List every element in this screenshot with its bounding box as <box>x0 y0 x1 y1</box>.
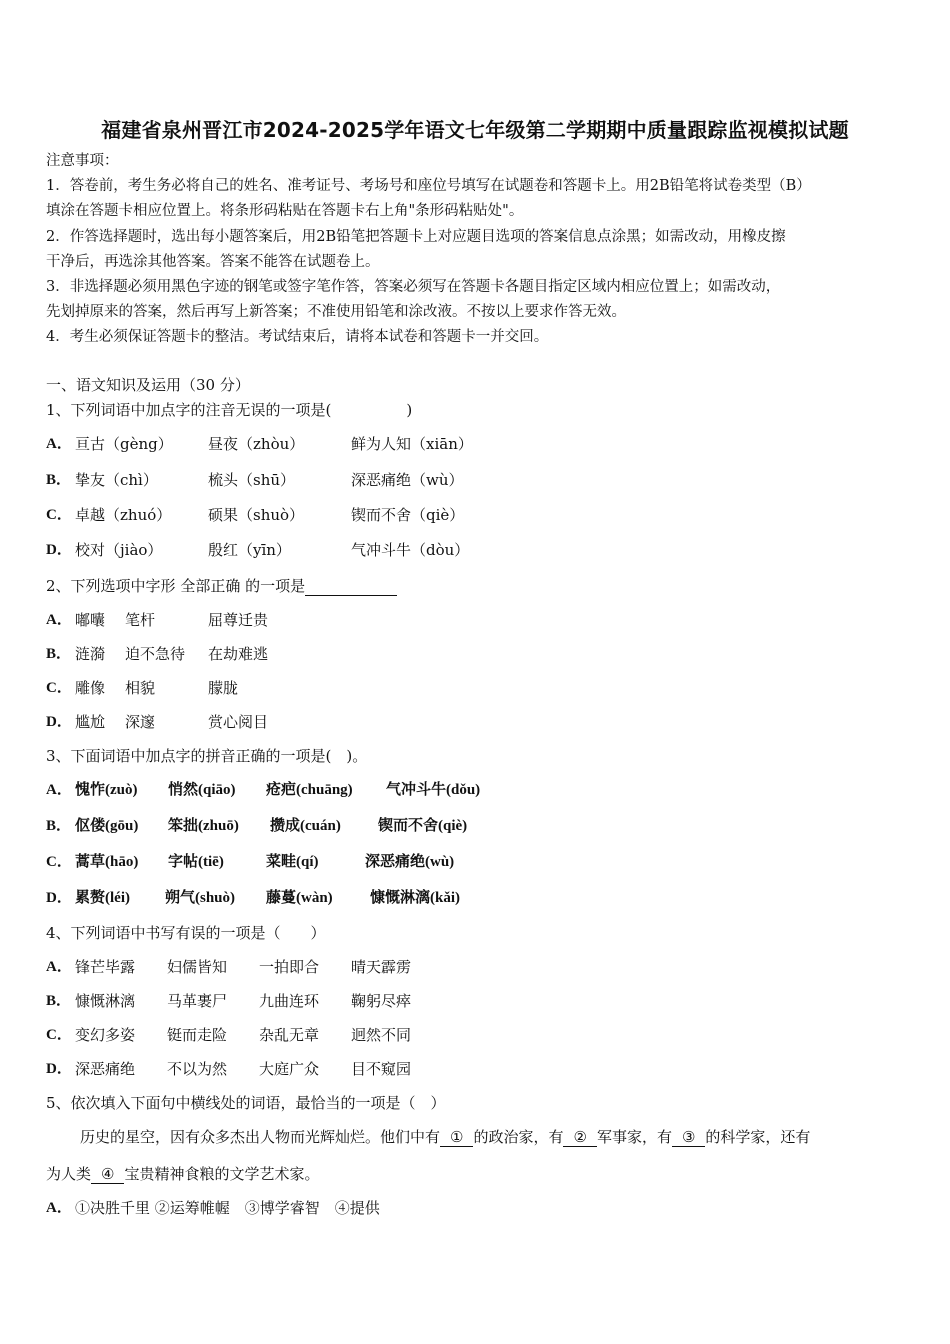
option-label: D． <box>46 890 72 906</box>
notice-line: 4．考生必须保证答题卡的整洁。考试结束后，请将本试卷和答题卡一并交回。 <box>46 329 549 345</box>
option-item: 杂乱无章 <box>259 1026 320 1044</box>
option-item: 赏心阅目 <box>208 713 269 731</box>
option-label: D． <box>46 714 72 730</box>
option-label: A． <box>46 1200 72 1216</box>
option-item: 深恶痛绝(wù) <box>365 854 455 870</box>
option-item: 伛偻(gōu) <box>75 818 139 834</box>
option-item: 深邃 <box>125 713 156 731</box>
option-item: 目不窥园 <box>351 1060 412 1078</box>
option-label: B． <box>46 993 72 1009</box>
passage-text: 历史的星空，因有众多杰出人物而光辉灿烂。他们中有 <box>80 1128 441 1146</box>
option-item: 变幻多姿 <box>75 1026 136 1044</box>
question-4-stem: 4、下列词语中书写有误的一项是（ ） <box>46 924 326 942</box>
option-item: 气冲斗牛(dǒu) <box>386 782 481 798</box>
notice-line: 填涂在答题卡相应位置上。将条形码粘贴在答题卡右上角"条形码粘贴处"。 <box>46 203 524 219</box>
fill-blank-1: ① <box>440 1128 473 1147</box>
option-item: 校对（jiào） <box>75 541 163 559</box>
option-item: 慷慨淋漓(kǎi) <box>370 890 461 906</box>
page-title: 福建省泉州晋江市2024-2025学年语文七年级第二学期期中质量跟踪监视模拟试题 <box>101 118 849 142</box>
option-item: 挚友（chì） <box>75 471 158 489</box>
question-2-stem-part: 2、下列选项中字形 <box>46 577 176 595</box>
option-item: 朔气(shuò) <box>165 890 236 906</box>
passage-text: 军事家，有 <box>596 1128 672 1146</box>
option-item: 字帖(tiē) <box>168 854 224 870</box>
option-item: 亘古（gèng） <box>75 435 173 453</box>
option-item: 朦胧 <box>208 679 239 697</box>
option-label: D． <box>46 1061 72 1077</box>
option-item: 慷慨淋漓 <box>75 992 136 1010</box>
section-heading: 一、语文知识及运用（30 分） <box>46 376 250 394</box>
option-item: 晴天霹雳 <box>351 958 412 976</box>
fill-blank-3: ③ <box>672 1128 705 1147</box>
option-item: 累赘(léi) <box>75 890 130 906</box>
option-item: 嘟囔 <box>75 611 106 629</box>
option-item: 愧怍(zuò) <box>75 782 138 798</box>
option-item: 深恶痛绝（wù） <box>351 471 464 489</box>
option-item: 梳头（shū） <box>208 471 296 489</box>
passage-text: 为人类 <box>46 1165 92 1183</box>
notice-header: 注意事项： <box>46 153 119 169</box>
passage-text: 的政治家，有 <box>473 1128 564 1146</box>
option-item: 尴尬 <box>75 713 106 731</box>
question-5-stem: 5、依次填入下面句中横线处的词语，最恰当的一项是（ ） <box>46 1094 446 1112</box>
option-item: 涟漪 <box>75 645 106 663</box>
option-item: 气冲斗牛（dòu） <box>351 541 470 559</box>
option-label: B． <box>46 646 72 662</box>
option-item: 攒成(cuán) <box>270 818 341 834</box>
option-label: C． <box>46 1027 72 1043</box>
option-item: 锲而不舍(qiè) <box>378 818 468 834</box>
question-5-passage-line <box>46 1164 319 1184</box>
option-label: B． <box>46 472 72 488</box>
option-item: 笔杆 <box>125 611 156 629</box>
option-item: 鲜为人知（xiān） <box>351 435 473 453</box>
question-2-stem-part: 全部正确 <box>180 577 241 595</box>
option-item: 疮疤(chuāng) <box>266 782 353 798</box>
option-item: 一拍即合 <box>259 958 320 976</box>
option-item: 屈尊迁贵 <box>208 611 269 629</box>
notice-line: 3．非选择题必须用黑色字迹的钢笔或签字笔作答，答案必须写在答题卡各题目指定区域内相应位置上；如需改动， <box>46 279 781 295</box>
option-item: 不以为然 <box>167 1060 228 1078</box>
option-item: 迫不急待 <box>125 645 186 663</box>
option-item: 雕像 <box>75 679 106 697</box>
option-item: 在劫难逃 <box>208 645 269 663</box>
notice-line: 1．答卷前，考生务必将自己的姓名、准考证号、考场号和座位号填写在试题卷和答题卡上。用2B铅笔将试卷类型（B） <box>46 178 811 194</box>
option-label: B． <box>46 818 72 834</box>
option-item: 藤蔓(wàn) <box>266 890 333 906</box>
answer-blank <box>305 579 397 596</box>
option-label: C． <box>46 854 72 870</box>
fill-blank-2: ② <box>563 1128 596 1147</box>
option-label: D． <box>46 542 72 558</box>
question-5-passage-line <box>80 1127 810 1147</box>
option-item: 昼夜（zhòu） <box>208 435 305 453</box>
option-item: 相貌 <box>125 679 156 697</box>
option-item: 妇儒皆知 <box>167 958 228 976</box>
option-item: 大庭广众 <box>259 1060 320 1078</box>
option-label: C． <box>46 507 72 523</box>
option-item: 锲而不舍（qiè） <box>351 506 465 524</box>
option-label: A． <box>46 436 72 452</box>
question-2-stem <box>46 576 397 596</box>
question-3-stem: 3、下面词语中加点字的拼音正确的一项是( )。 <box>46 747 368 765</box>
passage-text: 宝贵精神食粮的文学艺术家。 <box>124 1165 320 1183</box>
option-item: 笨拙(zhuō) <box>168 818 239 834</box>
option-item: 鞠躬尽瘁 <box>351 992 412 1010</box>
option-label: C． <box>46 680 72 696</box>
option-item: 殷红（yīn） <box>208 541 291 559</box>
option-item: ①决胜千里 ②运筹帷幄 ③博学睿智 ④提供 <box>75 1199 380 1217</box>
option-item: 迥然不同 <box>351 1026 412 1044</box>
option-item: 菜畦(qí) <box>266 854 319 870</box>
option-label: A． <box>46 959 72 975</box>
notice-line: 干净后，再选涂其他答案。答案不能答在试题卷上。 <box>46 254 380 270</box>
option-item: 铤而走险 <box>167 1026 228 1044</box>
option-item: 深恶痛绝 <box>75 1060 136 1078</box>
fill-blank-4: ④ <box>91 1165 124 1184</box>
notice-line: 先划掉原来的答案，然后再写上新答案；不准使用铅笔和涂改液。不按以上要求作答无效。 <box>46 304 626 320</box>
notice-line: 2．作答选择题时，选出每小题答案后，用2B铅笔把答题卡上对应题目选项的答案信息点涂黑；如需改动，用橡皮擦 <box>46 229 786 245</box>
option-item: 悄然(qiāo) <box>168 782 236 798</box>
passage-text: 的科学家，还有 <box>705 1128 811 1146</box>
question-2-stem-part: 的一项是 <box>245 577 306 595</box>
question-1-stem: 1、下列词语中加点字的注音无误的一项是( ) <box>46 401 413 419</box>
option-item: 锋芒毕露 <box>75 958 136 976</box>
option-item: 马革裹尸 <box>167 992 228 1010</box>
option-label: A． <box>46 782 72 798</box>
option-item: 九曲连环 <box>259 992 320 1010</box>
option-item: 硕果（shuò） <box>208 506 305 524</box>
option-label: A． <box>46 612 72 628</box>
option-item: 蒿草(hāo) <box>75 854 139 870</box>
option-item: 卓越（zhuó） <box>75 506 172 524</box>
